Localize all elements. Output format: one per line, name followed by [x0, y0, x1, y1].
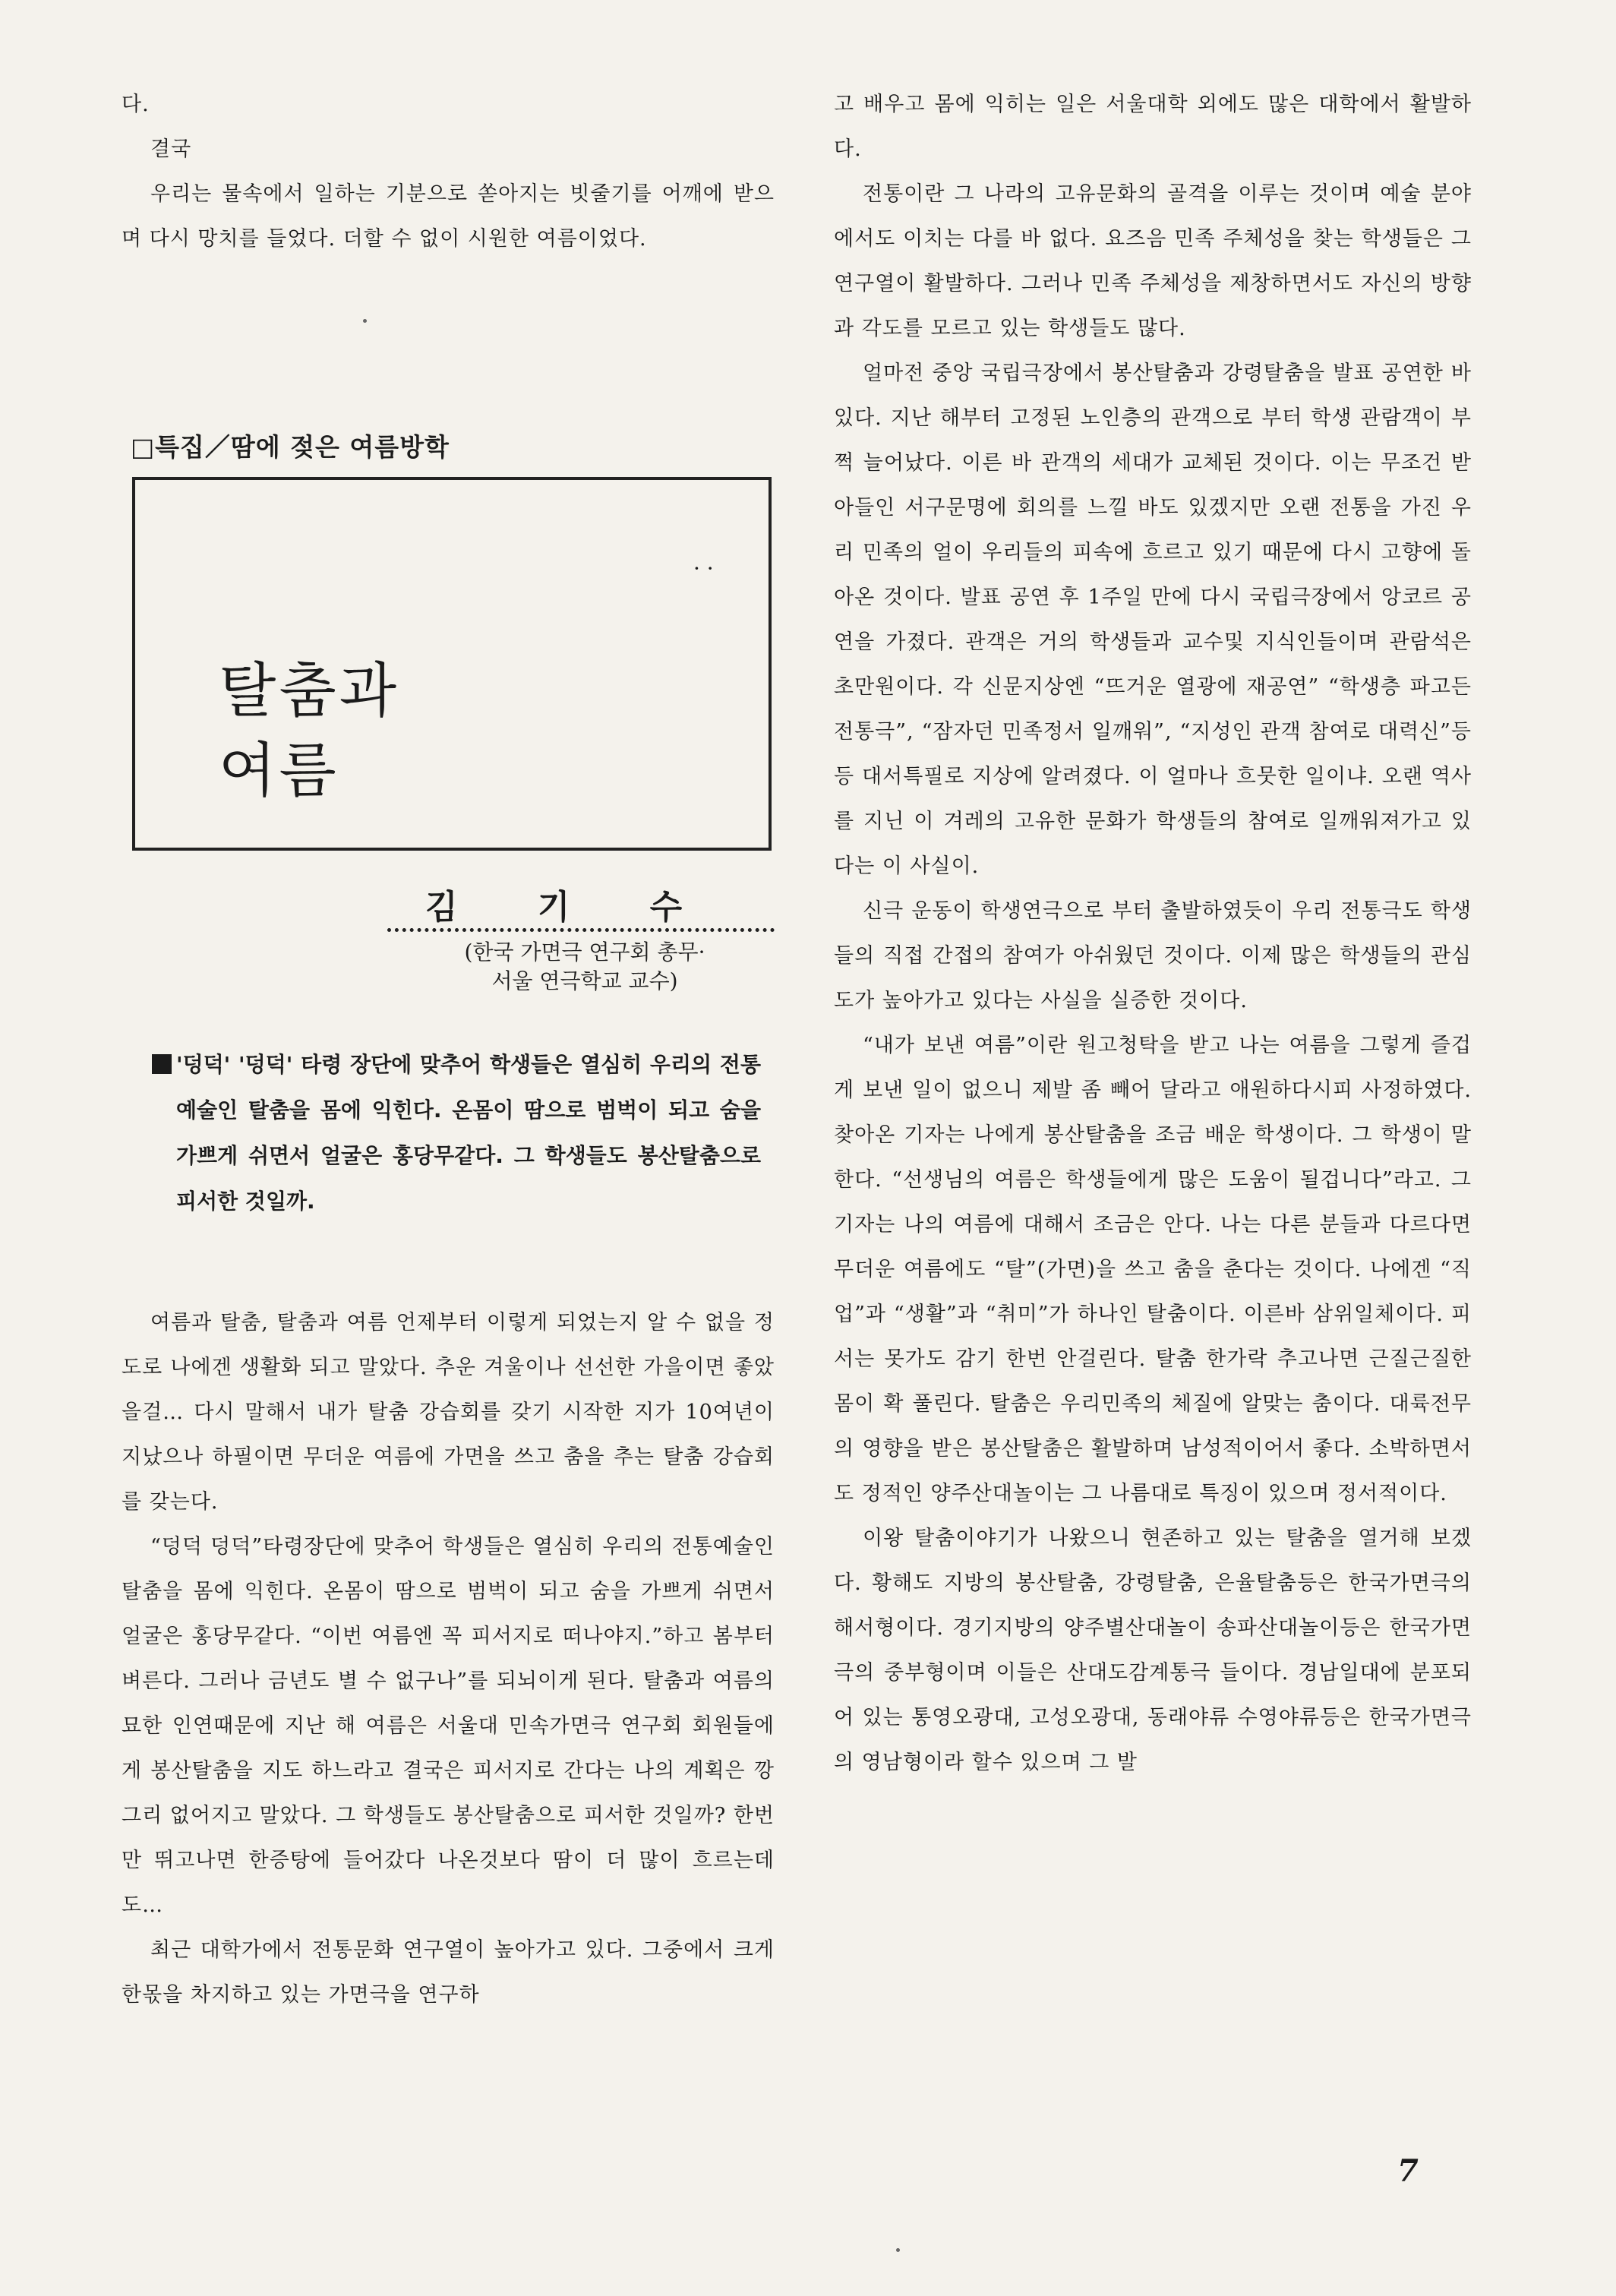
left-column-top [122, 82, 775, 261]
section-label: □특집／땀에 젖은 여름방학 [131, 432, 450, 462]
author-dotted-rule [387, 928, 775, 932]
left-para-1: 결국 [150, 137, 192, 161]
left-para-2: 우리는 물속에서 일하는 기분으로 쏟아지는 빗줄기를 어깨에 받으며 다시 망치를 들었다. 더할 수 없이 시원한 여름이었다. [122, 182, 775, 251]
lead-square-bullet-icon [152, 1054, 172, 1074]
page-number: 7 [1397, 2153, 1419, 2189]
left-para-0: 다. [122, 93, 150, 116]
left-body-para-1: “덩덕 덩덕”타령장단에 맞추어 학생들은 열심히 우리의 전통예술인 탈춤을 몸에 익힌다. 온몸이 땀으로 범벅이 되고 숨을 가쁘게 쉬면서 얼굴은 홍당무같다. “이번 여름엔 꼭 피서지로 떠나야지.”하고 봄부터 벼른다. 그러나 금년도 별 수 없구나”를 되뇌이게 된다. 탈춤과 여름의 묘한 인연때문에 지난 해 여름은 서울대 민속가면극 연구회 회원들에게 봉산탈춤을 지도 하느라고 결국은 피서지로 간다는 나의 계획은 깡그리 없어지고 말았다. 그 학생들도 봉산탈춤으로 피서한 것일까? 한번만 뛰고나면 한증탕에 들어갔다 나온것보다 땀이 더 많이 흐르는데도… [122, 1535, 775, 1917]
article-title-box [132, 477, 772, 851]
right-column [834, 82, 1472, 1785]
right-para-5: 이왕 탈춤이야기가 나왔으니 현존하고 있는 탈춤을 열거해 보겠다. 황해도 지방의 봉산탈춤, 강령탈춤, 은율탈춤등은 한국가면극의 해서형이다. 경기지방의 양주별산대놀이 송파산대놀이등은 한국가면극의 중부형이며 이들은 산대도감계통극 들이다. 경남일대에 분포되어 있는 통영오광대, 고성오광대, 동래야류 수영야류등은 한국가면극의 영남형이라 할수 있으며 그 발 [834, 1527, 1472, 1774]
decorative-dots: · · [693, 556, 714, 581]
right-para-3: 신극 운동이 학생연극으로 부터 출발하였듯이 우리 전통극도 학생들의 직접 간접의 참여가 아쉬웠던 것이다. 이제 많은 학생들의 관심도가 높아가고 있다는 사실을 실증한 것이다. [834, 899, 1472, 1012]
title-line-1: 탈춤과 [219, 657, 400, 725]
right-para-2: 얼마전 중앙 국립극장에서 봉산탈춤과 강령탈춤을 발표 공연한 바 있다. 지난 해부터 고정된 노인층의 관객으로 부터 학생 관람객이 부쩍 늘어났다. 이른 바 관객의 세대가 교체된 것이다. 이는 무조건 받아들인 서구문명에 회의를 느낄 바도 있겠지만 오랜 전통을 가진 우리 민족의 얼이 우리들의 피속에 흐르고 있기 때문에 다시 고향에 돌아온 것이다. 발표 공연 후 1주일 만에 다시 국립극장에서 앙코르 공연을 가졌다. 관객은 거의 학생들과 교수및 지식인들이며 관람석은 초만원이다. 각 신문지상엔 “뜨거운 열광에 재공연” “학생층 파고든 전통극”, “잠자던 민족정서 일깨워”, “지성인 관객 참여로 대력신”등등 대서특필로 지상에 알려졌다. 이 얼마나 흐뭇한 일이냐. 오랜 역사를 지닌 이 겨레의 고유한 문화가 학생들의 참여로 일깨워져가고 있다는 이 사실이. [834, 362, 1472, 878]
right-para-0: 고 배우고 몸에 익히는 일은 서울대학 외에도 많은 대학에서 활발하다. [834, 93, 1472, 161]
affiliation-line-1: (한국 가면극 연구회 총무· [464, 940, 705, 965]
author-affiliation [425, 938, 744, 996]
left-body-para-2: 최근 대학가에서 전통문화 연구열이 높아가고 있다. 그중에서 크게 한몫을 차지하고 있는 가면극을 연구하 [122, 1938, 775, 2007]
title-line-2: 여름 [219, 737, 339, 805]
left-body-para-0: 여름과 탈춤, 탈춤과 여름 언제부터 이렇게 되었는지 알 수 없을 정도로 나에겐 생활화 되고 말았다. 추운 겨울이나 선선한 가을이면 좋았을걸… 다시 말해서 내가 탈춤 강습회를 갖기 시작한 지가 10여년이 지났으나 하필이면 무더운 여름에 가면을 쓰고 춤을 추는 탈춤 강습회를 갖는다. [122, 1311, 775, 1514]
right-para-1: 전통이란 그 나라의 고유문화의 골격을 이루는 것이며 예술 분야에서도 이치는 다를 바 없다. 요즈음 민족 주체성을 찾는 학생들은 그 연구열이 활발하다. 그러나 민족 주체성을 제창하면서도 자신의 방향과 각도를 모르고 있는 학생들도 많다. [834, 182, 1472, 340]
lead-paragraph: '덩덕' '덩덕' 타령 장단에 맞추어 학생들은 열심히 우리의 전통 예술인 탈춤을 몸에 익힌다. 온몸이 땀으로 범벅이 되고 숨을 가쁘게 쉬면서 얼굴은 홍당무같다. 그 학생들도 봉산탈춤으로 피서한 것일까. [176, 1052, 761, 1214]
author-name: 김 기 수 [425, 888, 683, 927]
scan-speck [363, 319, 367, 323]
scan-speck [896, 2248, 900, 2252]
right-para-4: “내가 보낸 여름”이란 원고청탁을 받고 나는 여름을 그렇게 즐겁게 보낸 일이 없으니 제발 좀 빼어 달라고 애원하다시피 사정하였다. 찾아온 기자는 나에게 봉산탈춤을 조금 배운 학생이다. 그 학생이 말한다. “선생님의 여름은 학생들에게 많은 도움이 될겁니다”라고. 그 기자는 나의 여름에 대해서 조금은 안다. 나는 다른 분들과 다르다면 무더운 여름에도 “탈”(가면)을 쓰고 춤을 춘다는 것이다. 나에겐 “직업”과 “생활”과 “취미”가 하나인 탈춤이다. 이른바 삼위일체이다. 피서는 못가도 감기 한번 안걸린다. 탈춤 한가락 추고나면 근질근질한 몸이 확 풀린다. 탈춤은 우리민족의 체질에 알맞는 춤이다. 대륙전무의 영향을 받은 봉산탈춤은 활발하며 남성적이어서 좋다. 소박하면서도 정적인 양주산대놀이는 그 나름대로 특징이 있으며 정서적이다. [834, 1034, 1472, 1505]
left-column-body [122, 1300, 775, 2017]
affiliation-line-2: 서울 연극학교 교수) [491, 968, 678, 993]
